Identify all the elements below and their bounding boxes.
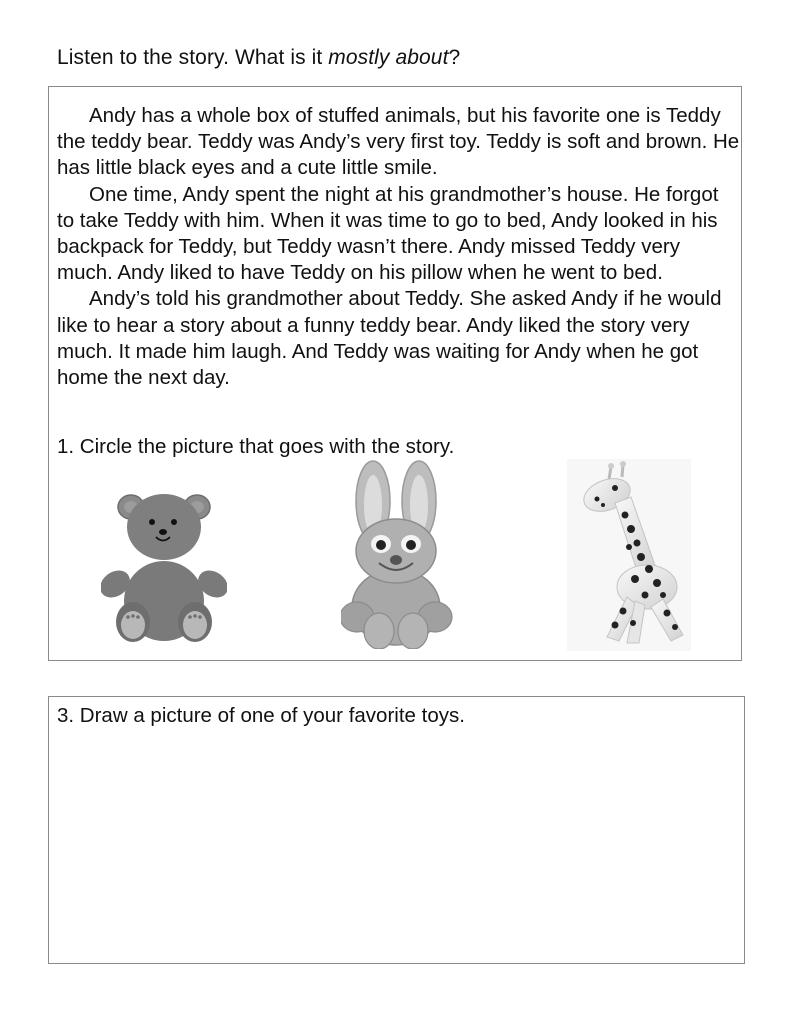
story-paragraph-3: Andy’s told his grandmother about Teddy. She asked Andy if he would like to hear a story about a funny teddy bear. Andy liked the story very much. It made him laugh. And Teddy was waiting for Andy when he got home the next day. <box>57 287 722 390</box>
story-paragraph-2: One time, Andy spent the night at his grandmother’s house. He forgot to take Teddy with him. When it was time to go to bed, Andy looked in his backpack for Teddy, but Teddy wasn’t there. Andy missed Teddy very much. Andy liked to have Teddy on his pillow when he went to bed. <box>57 182 719 285</box>
instruction-emphasis: mostly about <box>328 46 449 69</box>
instruction-prefix: Listen to the story. What is it <box>57 46 329 69</box>
story-box <box>48 86 742 661</box>
question-3: 3. Draw a picture of one of your favorite toys. <box>57 704 465 727</box>
story-paragraph-1: Andy has a whole box of stuffed animals, but his favorite one is Teddy the teddy bear. Teddy was Andy’s very first toy. Teddy is soft and brown. He has little black eyes and a cute little smile. <box>57 104 740 180</box>
teddy-bear-icon[interactable] <box>101 489 227 649</box>
instruction-suffix: ? <box>448 46 461 69</box>
instruction <box>57 46 460 70</box>
bunny-icon[interactable] <box>341 459 453 649</box>
draw-box[interactable] <box>48 696 745 964</box>
story-text <box>57 103 741 391</box>
question-1: 1. Circle the picture that goes with the story. <box>57 435 455 458</box>
giraffe-icon[interactable] <box>567 459 691 651</box>
